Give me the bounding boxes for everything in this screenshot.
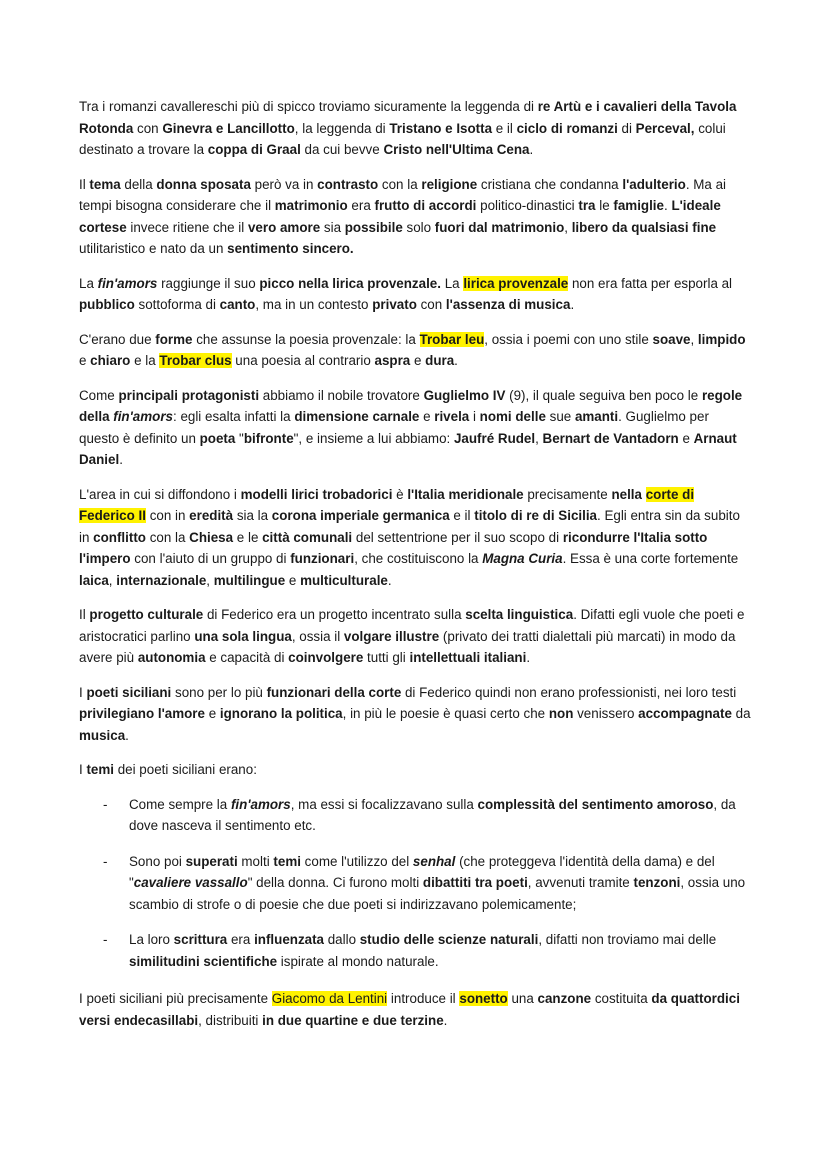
- bold-text: complessità del sentimento amoroso: [477, 796, 714, 812]
- bold-text: città comunali: [262, 529, 353, 545]
- bold-text: privato: [372, 297, 417, 312]
- bold-text: principali protagonisti: [118, 387, 260, 403]
- list-item: - La loro scrittura era influenzata dallo studio delle scienze naturali, difatti non troviamo mai delle similitudini scientifiche ispirate al mondo naturale.: [79, 929, 751, 972]
- bold-text: l'adulterio: [622, 176, 686, 192]
- bold-text: laica: [79, 572, 109, 588]
- bold-text: poeti siciliani: [86, 684, 172, 700]
- bold-text: ricondurre l'Italia sotto l'impero: [79, 529, 708, 566]
- bold-text: Guglielmo IV: [423, 387, 506, 403]
- bold-text: ignorano la politica: [219, 706, 343, 721]
- bold-text: volgare illustre: [343, 628, 440, 644]
- highlighted-text: Trobar clus: [159, 353, 232, 368]
- bold-text: corona imperiale germanica: [271, 508, 450, 523]
- highlighted-text: corte di Federico II: [79, 486, 695, 523]
- bold-text: libero da qualsiasi fine: [571, 219, 717, 235]
- bold-text: l'assenza di musica: [445, 297, 571, 312]
- bold-text: rivela: [434, 409, 470, 424]
- bold-text: Cristo nell'Ultima Cena: [383, 142, 530, 157]
- bold-text: ciclo di romanzi: [516, 120, 618, 136]
- bold-text: coinvolgere: [288, 650, 364, 665]
- bold-text: vero amore: [247, 219, 321, 235]
- bold-text: nella: [611, 486, 642, 502]
- paragraph-federico-ii: L'area in cui si diffondono i modelli lirici trobadorici è l'Italia meridionale precisamente nella corte di Federico II con in eredità sia la corona imperiale germanica e il titolo di re di Sicilia. Egli entra sin da subito in conflitto con la Chiesa e le città comunali del settentrione per il suo scopo di ricondurre l'Italia sotto l'impero con l'aiuto di un gruppo di funzionari, che costituiscono la Magna Curia. Essa è una corte fortemente laica, internazionale, multilingue e multiculturale.: [79, 486, 740, 588]
- bold-text: dibattiti tra poeti: [422, 875, 528, 890]
- bold-text: non: [548, 706, 574, 721]
- highlighted-text: Trobar leu: [419, 331, 485, 347]
- bold-text: L'ideale cortese: [79, 198, 721, 235]
- bold-text: influenzata: [254, 932, 324, 947]
- bold-text: scrittura: [173, 932, 228, 947]
- paragraph-forme-poesia: C'erano due forme che assunse la poesia provenzale: la Trobar leu, ossia i poemi con uno stile soave, limpido e chiaro e la Trobar clus una poesia al contrario aspra e dura.: [79, 331, 746, 368]
- bold-text: temi: [86, 762, 114, 777]
- bold-text: amanti: [574, 409, 619, 424]
- bold-text: Chiesa: [189, 529, 234, 545]
- bold-text: picco nella lirica provenzale.: [259, 275, 441, 291]
- bold-text: autonomia: [137, 650, 206, 665]
- bold-text: funzionari: [290, 551, 355, 566]
- bold-text: aspra: [374, 353, 411, 368]
- bold-text: multiculturale: [300, 572, 388, 588]
- bold-text: progetto culturale: [89, 607, 204, 622]
- bold-text: tenzoni: [633, 875, 681, 890]
- highlighted-text: lirica provenzale: [463, 275, 569, 291]
- bold-text: fin'amors: [113, 409, 173, 424]
- bold-text: sentimento sincero.: [227, 241, 354, 256]
- bold-text: dura: [425, 353, 455, 368]
- document-page: [79, 96, 751, 1044]
- bold-text: Perceval,: [635, 120, 695, 136]
- bold-text: religione: [421, 176, 478, 192]
- bold-text: possibile: [344, 219, 403, 235]
- highlighted-text: Giacomo da Lentini: [271, 991, 388, 1006]
- bold-text: chiaro: [90, 353, 131, 368]
- bold-text: tra: [578, 198, 596, 213]
- bold-text: donna sposata: [156, 176, 251, 192]
- bold-text: titolo di re di Sicilia: [474, 508, 597, 523]
- bold-text: Tristano e Isotta: [389, 120, 493, 136]
- paragraph-romanzi: Tra i romanzi cavallereschi più di spicco troviamo sicuramente la leggenda di re Artù e i cavalieri della Tavola Rotonda con Ginevra e Lancillotto, la leggenda di Tristano e Isotta e il ciclo di romanzi di Perceval, colui destinato a trovare la coppa di Graal da cui bevve Cristo nell'Ultima Cena.: [79, 99, 737, 157]
- bold-text: tema: [89, 176, 121, 192]
- bold-text: fin'amors: [230, 796, 291, 812]
- bold-text: privilegiano l'amore: [79, 706, 205, 721]
- bold-text: soave: [652, 331, 691, 347]
- bold-text: accompagnate: [638, 706, 732, 721]
- bold-text: eredità: [189, 508, 234, 523]
- bold-text: da quattordici versi endecasillabi: [79, 991, 740, 1028]
- bold-text: in due quartine e due terzine: [262, 1012, 444, 1028]
- bold-text: musica: [79, 727, 126, 743]
- bold-text: temi: [273, 853, 301, 869]
- bold-text: frutto di accordi: [374, 198, 477, 213]
- paragraph-protagonisti: Come principali protagonisti abbiamo il nobile trovatore Guglielmo IV (9), il quale seguiva ben poco le regole della fin'amors: egli esalta infatti la dimensione carnale e rivela i nomi delle sue amanti. Guglielmo per questo è definito un poeta "bifronte", e insieme a lui abbiamo: Jaufré Rudel, Bernart de Vantadorn e Arnaut Daniel.: [79, 387, 743, 467]
- bold-text: superati: [185, 853, 238, 869]
- bold-text: senhal: [412, 853, 456, 869]
- bold-text: scelta linguistica: [465, 607, 574, 622]
- bold-text: forme: [155, 331, 193, 347]
- bold-text: internazionale: [116, 572, 207, 588]
- list-item: - Come sempre la fin'amors, ma essi si focalizzavano sulla complessità del sentimento amoroso, da dove nasceva il sentimento etc.: [79, 794, 751, 837]
- bold-text: bifronte: [243, 430, 294, 446]
- bold-text: similitudini scientifiche: [129, 953, 278, 969]
- bold-text: intellettuali italiani: [409, 650, 527, 665]
- bold-text: regole della: [79, 387, 743, 424]
- bold-text: coppa di Graal: [207, 142, 301, 157]
- bold-text: nomi delle: [479, 409, 546, 424]
- bold-text: poeta: [199, 430, 236, 446]
- bold-text: Jaufré Rudel: [453, 430, 536, 446]
- bold-text: Ginevra e Lancillotto: [162, 120, 295, 136]
- bold-text: Bernart de Vantadorn: [542, 430, 679, 446]
- bold-text: fin'amors: [97, 275, 158, 291]
- highlighted-text: sonetto: [459, 991, 508, 1006]
- paragraph-finamors: La fin'amors raggiunge il suo picco nella lirica provenzale. La lirica provenzale non era fatta per esporla al pubblico sottoforma di canto, ma in un contesto privato con l'assenza di musica.: [79, 275, 733, 312]
- paragraph-progetto-culturale: Il progetto culturale di Federico era un progetto incentrato sulla scelta linguistica. Difatti egli vuole che poeti e aristocratici parlino una sola lingua, ossia il volgare illustre (privato dei tratti dialettali più marcati) in modo da avere più autonomia e capacità di coinvolgere tutti gli intellettuali italiani.: [79, 607, 745, 665]
- paragraph-sonetto: I poeti siciliani più precisamente Giacomo da Lentini introduce il sonetto una canzone costituita da quattordici versi endecasillabi, distribuiti in due quartine e due terzine.: [79, 991, 740, 1028]
- bold-text: famiglie: [613, 198, 664, 213]
- temi-list: [79, 794, 751, 973]
- bold-text: studio delle scienze naturali: [359, 932, 539, 947]
- bold-text: contrasto: [317, 176, 379, 192]
- bold-text: funzionari della corte: [266, 684, 402, 700]
- bold-text: fuori dal matrimonio: [434, 219, 565, 235]
- bold-text: una sola lingua: [194, 628, 292, 644]
- bold-text: multilingue: [213, 572, 286, 588]
- bold-text: limpido: [697, 331, 746, 347]
- bold-text: canzone: [537, 991, 592, 1006]
- bold-text: pubblico: [79, 297, 135, 312]
- paragraph-temi-intro: I temi dei poeti siciliani erano:: [79, 762, 257, 777]
- bold-text: re Artù e i cavalieri della Tavola Rotonda: [79, 99, 737, 136]
- bold-text: Arnaut Daniel: [79, 430, 737, 467]
- bold-text: cavaliere vassallo: [133, 875, 248, 890]
- bold-text: Magna Curia: [482, 551, 563, 566]
- bold-text: dimensione carnale: [294, 409, 420, 424]
- bold-text: canto: [219, 297, 256, 312]
- bold-text: conflitto: [93, 529, 146, 545]
- list-item: - Sono poi superati molti temi come l'utilizzo del senhal (che proteggeva l'identità della dama) e del "cavaliere vassallo" della donna. Ci furono molti dibattiti tra poeti, avvenuti tramite tenzoni, ossia uno scambio di strofe o di poesie che due poeti si indirizzavano polemicamente;: [79, 851, 751, 916]
- paragraph-donna-sposata: Il tema della donna sposata però va in contrasto con la religione cristiana che condanna l'adulterio. Ma ai tempi bisogna considerare che il matrimonio era frutto di accordi politico-dinastici tra le famiglie. L'ideale cortese invece ritiene che il vero amore sia possibile solo fuori dal matrimonio, libero da qualsiasi fine utilitaristico e nato da un sentimento sincero.: [79, 176, 726, 256]
- bold-text: matrimonio: [274, 198, 348, 213]
- bold-text: modelli lirici trobadorici: [240, 486, 393, 502]
- bold-text: l'Italia meridionale: [407, 486, 524, 502]
- paragraph-poeti-siciliani: I poeti siciliani sono per lo più funzionari della corte di Federico quindi non erano professionisti, nei loro testi privilegiano l'amore e ignorano la politica, in più le poesie è quasi certo che non venissero accompagnate da musica.: [79, 684, 751, 743]
